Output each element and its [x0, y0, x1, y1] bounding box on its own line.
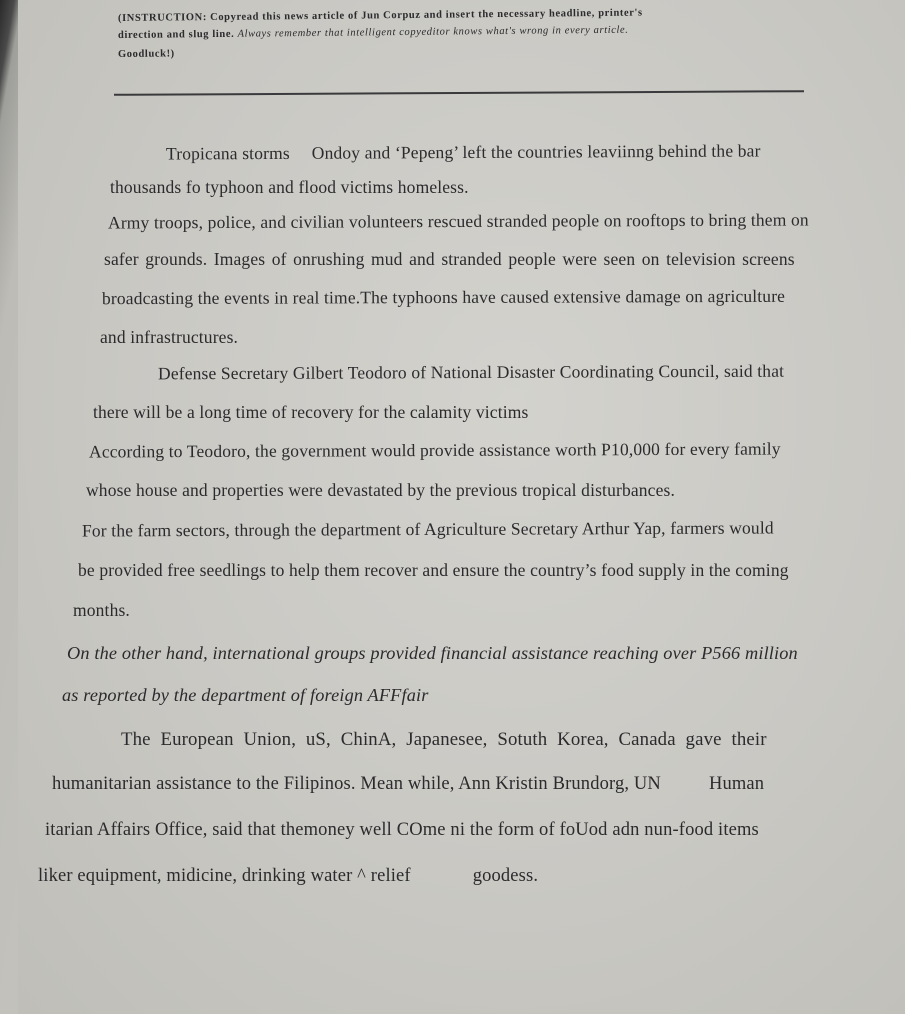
article-line: thousands fo typhoon and flood victims homeless.	[110, 177, 469, 197]
article-line: The European Union, uS, ChinA, Japanesee, Sotuth Korea, Canada gave their	[121, 729, 767, 750]
instruction-line-3: Goodluck!)	[117, 48, 175, 60]
article-line: broadcasting the events in real time.The typhoons have caused extensive damage on agriculture	[101, 285, 786, 309]
article-line	[166, 140, 761, 164]
instruction-line-1: (INSTRUCTION: Copyread this news article of Jun Corpuz and insert the necessary headline, printer's	[117, 7, 643, 24]
article-text: liker equipment, midicine, drinking water ^ relief	[38, 866, 411, 886]
article-line: there will be a long time of recovery for the calamity victims	[93, 402, 529, 422]
article-text: goodess.	[472, 866, 539, 886]
article-line: itarian Affairs Office, said that themoney well COme ni the form of foUod adn nun-food items	[45, 820, 759, 840]
article-line: On the other hand, international groups provided financial assistance reaching over P566 million	[67, 643, 798, 663]
article-line: be provided free seedlings to help them recover and ensure the country’s food supply in the coming	[78, 560, 789, 580]
instruction-line-2-italic: Always remember that intelligent copyeditor knows what's wrong in every article.	[237, 24, 629, 40]
article-text: humanitarian assistance to the Filipinos. Mean while, Ann Kristin Brundorg, UN	[52, 774, 661, 794]
article-line: Army troops, police, and civilian volunteers rescued stranded people on rooftops to bring them on	[107, 209, 809, 233]
article-line: According to Teodoro, the government would provide assistance worth P10,000 for every family	[88, 438, 781, 462]
article-line	[52, 774, 764, 795]
article-text: Human	[708, 774, 765, 794]
article-line: and infrastructures.	[100, 327, 239, 347]
instruction-line-2-plain: direction and slug line.	[117, 28, 238, 41]
article-line: months.	[73, 600, 130, 620]
article-line	[38, 866, 538, 887]
article-line: whose house and properties were devastated by the previous tropical disturbances.	[86, 480, 675, 500]
article-line: as reported by the department of foreign AFFfair	[62, 685, 429, 705]
article-line: For the farm sectors, through the department of Agriculture Secretary Arthur Yap, farmers would	[81, 517, 774, 541]
article-line: Defense Secretary Gilbert Teodoro of National Disaster Coordinating Council, said that	[157, 360, 785, 384]
article-text: Tropicana storms	[165, 142, 290, 164]
article-line: safer grounds. Images of onrushing mud and stranded people were seen on television screens	[104, 249, 795, 269]
article-text: Ondoy and ‘Pepeng’ left the countries leaviinng behind the bar	[311, 140, 761, 163]
